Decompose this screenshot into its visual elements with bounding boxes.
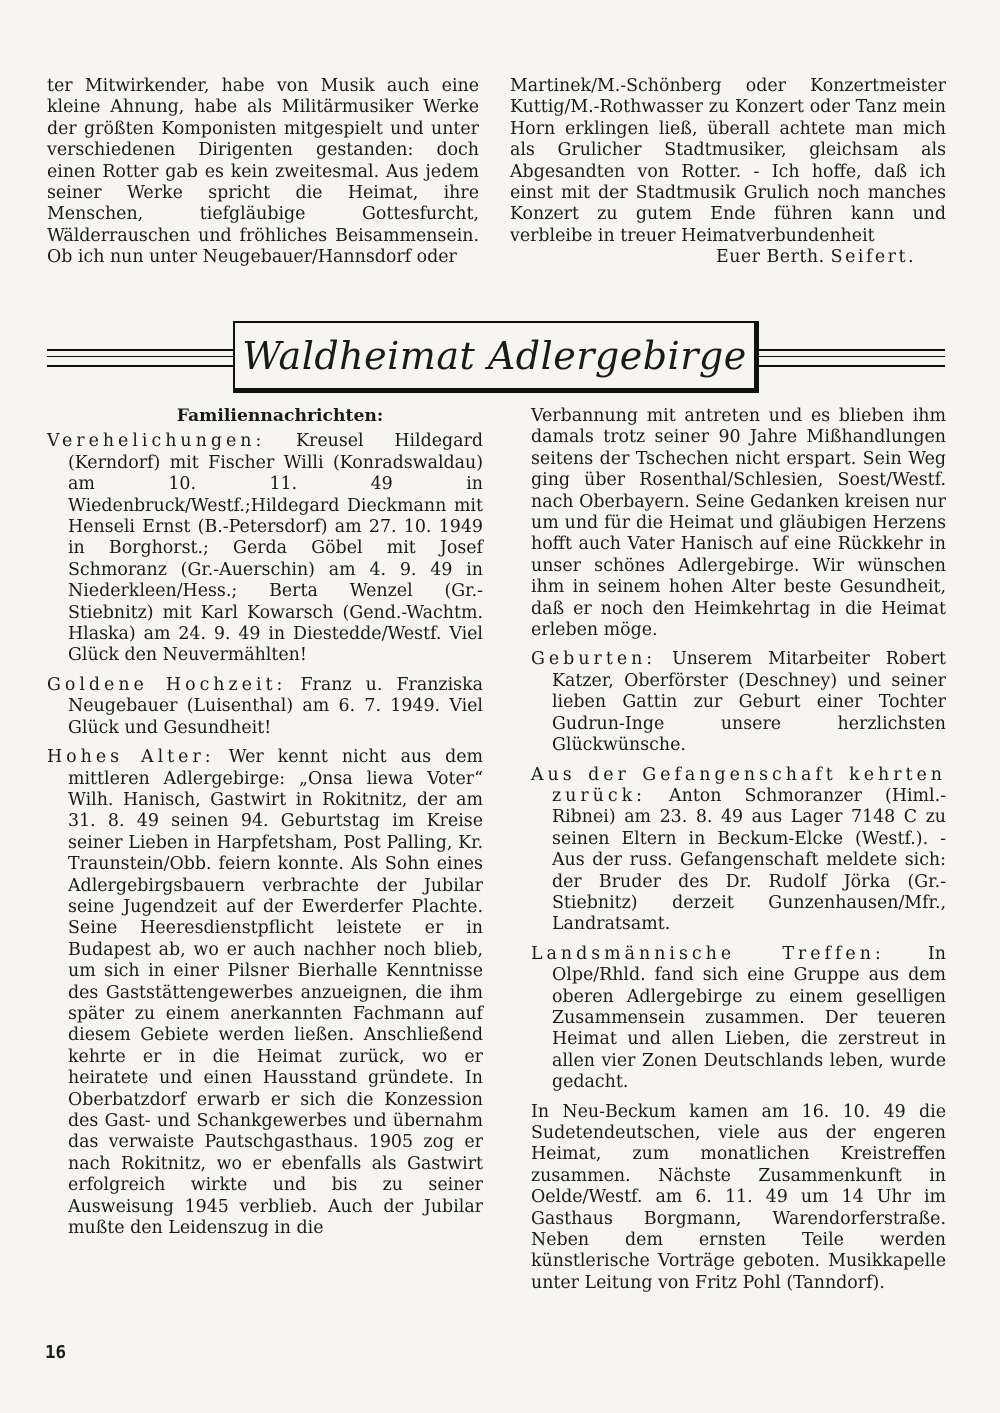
- left-column: [47, 406, 483, 1247]
- page-number: 16: [45, 1343, 67, 1363]
- top-left-paragraph: ter Mitwirkender, habe von Musik auch eine kleine Ahnung, habe als Militärmusiker Werke der größten Komponisten mitgespielt und unter verschiedenen Dirigenten gestanden: doch einen Rotter gab es kein zweitesmal. Aus jedem seiner Werke spricht die Heimat, ihre Menschen, tiefgläubige Gottesfurcht, Wälderrauschen und fröhliches Beisammensein. Ob ich nun unter Neugebauer/Hannsdorf oder: [47, 76, 479, 268]
- returnees-paragraph: [531, 765, 946, 936]
- old-age-label: Hohes Alter:: [47, 747, 215, 768]
- meetings-text: In Olpe/Rhld. fand sich eine Gruppe aus dem oberen Adlergebirge zu einem geselligen Zusammensein zusammen. Der teueren Heimat und allen Lieben, die zerstreut in allen vier Zonen Deutschlands leben, wurde gedacht.: [552, 943, 946, 1093]
- golden-wedding-text: Franz u. Franziska Neugebauer (Luisenthal) am 6. 7. 1949. Viel Glück und Gesundheit!: [68, 674, 483, 738]
- marriages-paragraph: [47, 431, 483, 666]
- right-column: [531, 406, 946, 1302]
- returnees-text: Anton Schmoranzer (Himl.-Ribnei) am 23. 8. 49 aus Lager 7148 C zu seinen Eltern in Beckum-Elcke (Westf.). - Aus der russ. Gefangenschaft meldete sich: der Bruder des Dr. Rudolf Jörka (Gr.-Stiebnitz) derzeit Gunzenhausen/Mfr., Landratsamt.: [552, 785, 946, 935]
- marriages-text: Kreusel Hildegard (Kerndorf) mit Fischer Willi (Konradswaldau) am 10. 11. 49 in Wiedenbruck/Westf.;Hildegard Dieckmann mit Henseli Ernst (B.-Petersdorf) am 27. 10. 1949 in Borghorst.; Gerda Göbel mit Josef Schmoranz (Gr.-Auerschin) am 4. 9. 49 in Niederkleen/Hess.; Berta Wenzel (Gr.-Stiebnitz) mit Karl Kowarsch (Gend.-Wachtm. Hlaska) am 24. 9. 49 in Diestedde/Westf. Viel Glück den Neuvermählten!: [68, 431, 483, 666]
- signature: [510, 247, 946, 268]
- golden-wedding-paragraph: [47, 675, 483, 739]
- top-right-column: [510, 76, 946, 269]
- neu-beckum-paragraph: In Neu-Beckum kamen am 16. 10. 49 die Sudetendeutschen, viele aus der engeren Heimat, zum monatlichen Kreistreffen zusammen. Nächste Zusammenkunft in Oelde/Westf. am 6. 11. 49 um 14 Uhr im Gasthaus Borgmann, Warendorferstraße. Neben dem ernsten Teile werden künstlerische Vorträge geboten. Musikkapelle unter Leitung von Fritz Pohl (Tanndorf).: [531, 1101, 946, 1293]
- births-text: Unserem Mitarbeiter Robert Katzer, Oberförster (Deschney) und seiner lieben Gattin zur Geburt einer Tochter Gudrun-Inge unsere herzlichsten Glückwünsche.: [552, 649, 946, 756]
- old-age-text: Wer kennt nicht aus dem mittleren Adlergebirge: „Onsa liewa Voter“ Wilh. Hanisch, Gastwirt in Rokitnitz, der am 31. 8. 49 seinen 94. Geburtstag im Kreise seiner Lieben in Harpfetsham, Post Palling, Kr. Traunstein/Obb. feiern konnte. Als Sohn eines Adlergebirgsbauern verbrachte der Jubilar seine Jugendzeit auf der Ewerderfer Plachte. Seine Heeresdienstpflicht leistete er in Budapest ab, wo er auch nachher noch blieb, um sich in einer Pilsner Bierhalle Kenntnisse des Gaststättengewerbes anzueignen, die ihm später zu einem anerkannten Fachmann auf diesem Gebiete werden ließen. Anschließend kehrte er in die Heimat zurück, wo er heiratete und einen Hausstand gründete. In Oberbatzdorf erwarb er sich die Konzession des Gast- und Schankgewerbes und übernahm das verwaiste Pautschgasthaus. 1905 zog er nach Rokitnitz, wo er ebenfalls als Gastwirt erfolgreich wirkte und bis zu seiner Ausweisung 1945 verblieb. Auch der Jubilar mußte den Leidenszug in die: [68, 747, 483, 1239]
- top-right-paragraph: Martinek/M.-Schönberg oder Konzertmeister Kuttig/M.-Rothwasser zu Konzert oder Tanz mein Horn erklingen ließ, überall achtete man mich als Grulicher Stadtmusiker, gleichsam als Abgesandten von Rotter. - Ich hoffe, daß ich einst mit der Stadtmusik Grulich noch manches Konzert zu gutem Ende führen kann und verbleibe in treuer Heimatverbundenheit: [510, 76, 946, 246]
- meetings-paragraph: [531, 944, 946, 1094]
- marriages-label: Verehelichungen:: [47, 431, 266, 452]
- family-news-heading: Familiennachrichten:: [176, 406, 384, 426]
- top-left-column: [47, 76, 479, 269]
- meetings-label: Landsmännische Treffen:: [531, 943, 885, 964]
- title-rule-right: [757, 349, 945, 367]
- old-age-continuation: Verbannung mit antreten und es blieben ihm damals trotz seiner 90 Jahre Mißhandlungen seitens der Tschechen nicht erspart. Sein Weg ging über Rosenthal/Schlesien, Soest/Westf. nach Oberbayern. Seine Gedanken kreisen nur um und für die Heimat und gläubigen Herzens hofft auch Vater Hanisch auf eine Rückkehr in unser schönes Adlergebirge. Wir wünschen ihm in seinem hohen Alter beste Gesundheit, daß er noch den Heimkehrtag in die Heimat erleben möge.: [531, 406, 946, 641]
- old-age-paragraph: [47, 747, 483, 1239]
- births-label: Geburten:: [531, 649, 657, 670]
- returnees-label: Aus der Gefangenschaft kehrten zurück:: [531, 764, 946, 806]
- signature-prefix: Euer Berth.: [716, 247, 825, 268]
- signature-name: Seifert.: [830, 247, 916, 268]
- births-paragraph: [531, 649, 946, 756]
- section-title: Waldheimat Adlergebirge: [242, 333, 747, 378]
- section-title-box: [233, 321, 759, 393]
- title-rule-left: [47, 349, 235, 367]
- golden-wedding-label: Goldene Hochzeit:: [47, 674, 287, 695]
